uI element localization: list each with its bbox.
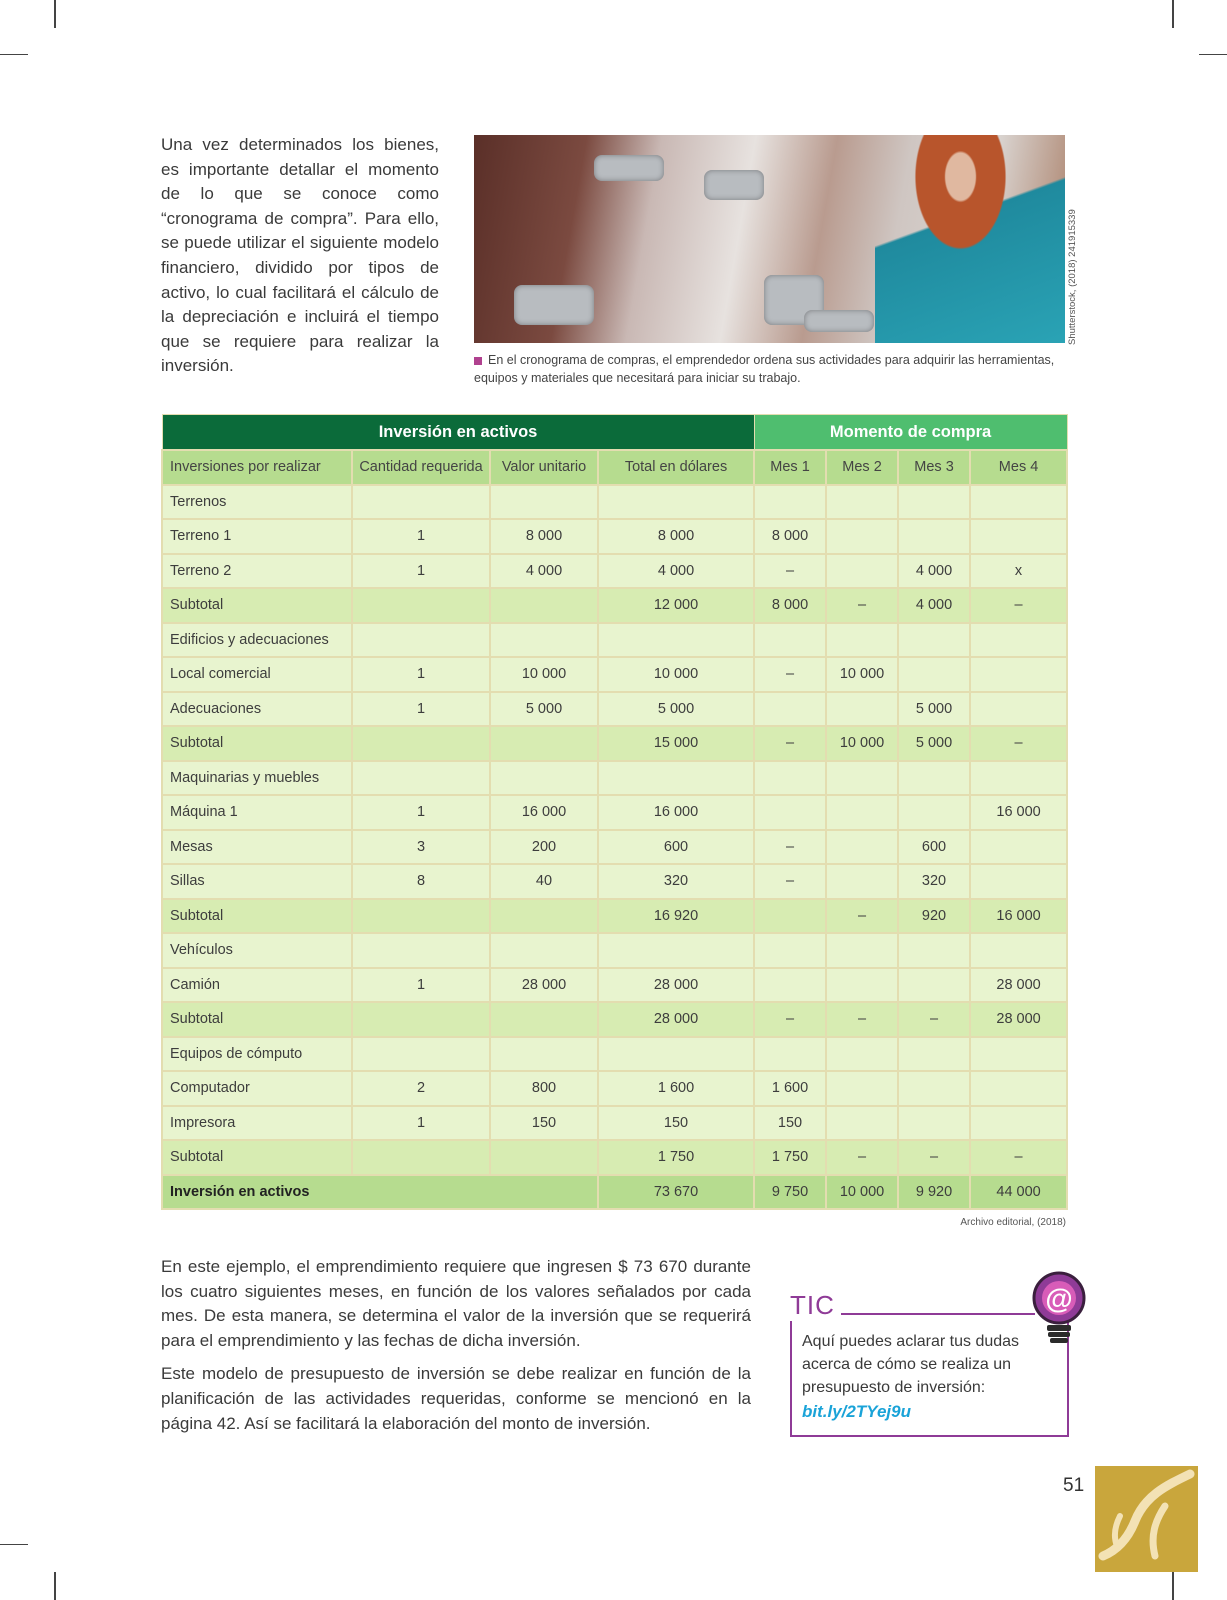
table-cell: – — [826, 899, 898, 934]
crop-mark — [1172, 0, 1174, 28]
body-text — [161, 1255, 751, 1445]
table-cell: Equipos de cómputo — [162, 1037, 352, 1072]
table-cell: Vehículos — [162, 933, 352, 968]
subtotal-row — [162, 899, 1067, 934]
column-header: Total en dólares — [598, 450, 754, 485]
table-cell: Máquina 1 — [162, 795, 352, 830]
table-row — [162, 692, 1067, 727]
column-header: Mes 4 — [970, 450, 1067, 485]
table-cell — [898, 485, 970, 520]
store-photo — [474, 135, 1065, 343]
faucet-shape — [804, 310, 874, 332]
lightbulb-icon — [1030, 1270, 1088, 1348]
table-cell: 1 600 — [754, 1071, 826, 1106]
table-cell: 8 000 — [754, 588, 826, 623]
table-cell: Adecuaciones — [162, 692, 352, 727]
faucet-shape — [514, 285, 594, 325]
table-cell — [826, 968, 898, 1003]
table-cell: Local comercial — [162, 657, 352, 692]
table-cell — [970, 1071, 1067, 1106]
table-cell: x — [970, 554, 1067, 589]
table-row — [162, 830, 1067, 865]
photo-credit: Shutterstock, (2018) 241915339 — [1067, 209, 1078, 345]
table-cell — [826, 1071, 898, 1106]
table-cell: 1 — [352, 657, 490, 692]
table-cell — [754, 623, 826, 658]
table-cell: 28 000 — [970, 1002, 1067, 1037]
body-paragraph: En este ejemplo, el emprendimiento requiere que ingresen $ 73 670 durante los cuatro siguientes meses, en función de los valores señalados por cada mes. De esta manera, se determina el valor de la inversión que se requerirá para el emprendimiento y las fechas de dicha inversión. — [161, 1257, 751, 1350]
table-cell — [826, 519, 898, 554]
table-cell: 10 000 — [826, 726, 898, 761]
table-cell — [826, 554, 898, 589]
table-cell — [970, 519, 1067, 554]
table-cell: 5 000 — [898, 726, 970, 761]
table-cell — [898, 795, 970, 830]
hand-ornament-icon — [1095, 1466, 1198, 1572]
tic-title: TIC — [790, 1290, 841, 1321]
table-row — [162, 623, 1067, 658]
caption-square-icon — [474, 357, 482, 365]
total-cell: 9 920 — [898, 1175, 970, 1210]
table-cell: 4 000 — [598, 554, 754, 589]
table-cell — [754, 761, 826, 796]
table-cell: 8 — [352, 864, 490, 899]
table-cell — [352, 899, 490, 934]
table-cell: 28 000 — [598, 968, 754, 1003]
table-cell: – — [754, 864, 826, 899]
table-cell — [970, 830, 1067, 865]
table-cell: 5 000 — [598, 692, 754, 727]
table-cell: Computador — [162, 1071, 352, 1106]
table-cell: 1 600 — [598, 1071, 754, 1106]
page-number: 51 — [1063, 1475, 1085, 1496]
table-cell: 1 — [352, 1106, 490, 1141]
table-cell: 15 000 — [598, 726, 754, 761]
table-cell: 3 — [352, 830, 490, 865]
table-row — [162, 554, 1067, 589]
total-cell: 10 000 — [826, 1175, 898, 1210]
table-cell — [898, 1037, 970, 1072]
table-row — [162, 795, 1067, 830]
table-cell — [754, 968, 826, 1003]
table-cell: Subtotal — [162, 899, 352, 934]
table-cell: 8 000 — [490, 519, 598, 554]
table-cell: Subtotal — [162, 1002, 352, 1037]
faucet-shape — [594, 155, 664, 181]
table-cell — [598, 623, 754, 658]
crop-mark — [1199, 54, 1227, 55]
table-cell: – — [754, 657, 826, 692]
table-cell — [826, 830, 898, 865]
table-cell: – — [826, 1002, 898, 1037]
table-cell: Terreno 1 — [162, 519, 352, 554]
table-cell — [898, 933, 970, 968]
intro-paragraph: Una vez determinados los bienes, es importante detallar el momento de lo que se conoce como “cronograma de compra”. Para ello, se puede utilizar el siguiente modelo financiero, dividido por tipos de activo, lo cual facilitará el cálculo de la depreciación e incluirá el tiempo que se requiere para realizar la inversión. — [161, 135, 439, 376]
table-cell — [490, 899, 598, 934]
table-cell — [970, 1037, 1067, 1072]
table-cell — [754, 933, 826, 968]
table-cell — [826, 623, 898, 658]
table-cell: Subtotal — [162, 726, 352, 761]
total-row — [162, 1175, 1067, 1210]
table-cell — [970, 623, 1067, 658]
table-cell — [598, 485, 754, 520]
table-cell: 16 000 — [598, 795, 754, 830]
table-cell: 28 000 — [970, 968, 1067, 1003]
table-cell — [754, 1037, 826, 1072]
corner-decoration — [1095, 1466, 1198, 1572]
table-cell — [490, 485, 598, 520]
subtotal-row — [162, 726, 1067, 761]
table-cell — [970, 657, 1067, 692]
table-cell — [970, 761, 1067, 796]
table-cell — [898, 1106, 970, 1141]
table-cell: 1 — [352, 795, 490, 830]
table-cell: Terreno 2 — [162, 554, 352, 589]
table-cell — [754, 795, 826, 830]
table-cell: Camión — [162, 968, 352, 1003]
table-cell — [754, 485, 826, 520]
crop-mark — [1172, 1572, 1174, 1600]
table-cell: 4 000 — [898, 554, 970, 589]
table-cell — [826, 795, 898, 830]
table-cell: – — [898, 1002, 970, 1037]
table-cell: Subtotal — [162, 1140, 352, 1175]
table-cell — [826, 933, 898, 968]
table-cell — [970, 485, 1067, 520]
table-cell: – — [970, 726, 1067, 761]
table-row — [162, 968, 1067, 1003]
total-cell: 73 670 — [598, 1175, 754, 1210]
subtotal-row — [162, 1140, 1067, 1175]
crop-mark — [0, 54, 28, 55]
table-cell: 150 — [490, 1106, 598, 1141]
column-header: Inversiones por realizar — [162, 450, 352, 485]
table-cell — [598, 933, 754, 968]
column-header: Mes 1 — [754, 450, 826, 485]
table-cell — [490, 933, 598, 968]
table-cell: 40 — [490, 864, 598, 899]
table-row — [162, 761, 1067, 796]
table-cell: – — [826, 588, 898, 623]
table-cell — [898, 1071, 970, 1106]
table-cell: – — [754, 830, 826, 865]
table-cell: 920 — [898, 899, 970, 934]
table-cell: – — [898, 1140, 970, 1175]
table-cell: Terrenos — [162, 485, 352, 520]
investment-table — [161, 414, 1068, 1210]
crop-mark — [54, 1572, 56, 1600]
total-cell: 44 000 — [970, 1175, 1067, 1210]
table-cell: 1 750 — [598, 1140, 754, 1175]
woman-figure — [875, 135, 1065, 343]
table-row — [162, 657, 1067, 692]
table-cell — [352, 588, 490, 623]
table-cell: 5 000 — [898, 692, 970, 727]
table-cell: Edificios y adecuaciones — [162, 623, 352, 658]
table-cell: Impresora — [162, 1106, 352, 1141]
table-cell: 1 — [352, 968, 490, 1003]
table-cell — [826, 485, 898, 520]
table-cell: 150 — [754, 1106, 826, 1141]
table-cell: 320 — [598, 864, 754, 899]
table-cell — [898, 968, 970, 1003]
group-header-purchase-time: Momento de compra — [754, 415, 1067, 451]
crop-mark — [54, 0, 56, 28]
tic-text: Aquí puedes aclarar tus dudas acerca de cómo se realiza un presupuesto de inversión: — [802, 1333, 1020, 1396]
table-cell: 28 000 — [490, 968, 598, 1003]
table-row — [162, 933, 1067, 968]
table-cell — [970, 1106, 1067, 1141]
table-cell: Sillas — [162, 864, 352, 899]
table-cell: – — [970, 1140, 1067, 1175]
table-cell — [754, 692, 826, 727]
table-cell — [826, 1106, 898, 1141]
table-cell — [490, 623, 598, 658]
subtotal-row — [162, 588, 1067, 623]
table-cell — [490, 588, 598, 623]
table-cell: 2 — [352, 1071, 490, 1106]
table-cell: Subtotal — [162, 588, 352, 623]
table-cell: 200 — [490, 830, 598, 865]
table-source: Archivo editorial, (2018) — [960, 1217, 1066, 1228]
column-header: Mes 3 — [898, 450, 970, 485]
table-cell: 1 — [352, 692, 490, 727]
table-row — [162, 1037, 1067, 1072]
table-cell: 5 000 — [490, 692, 598, 727]
table-cell: 1 750 — [754, 1140, 826, 1175]
table-cell: 4 000 — [490, 554, 598, 589]
total-cell: 9 750 — [754, 1175, 826, 1210]
table-cell: 10 000 — [826, 657, 898, 692]
table-cell: 8 000 — [754, 519, 826, 554]
table-cell — [490, 1002, 598, 1037]
table-cell — [898, 657, 970, 692]
table-cell: – — [970, 588, 1067, 623]
table-cell — [826, 1037, 898, 1072]
table-cell — [490, 1037, 598, 1072]
table-cell — [898, 623, 970, 658]
table-cell: 16 920 — [598, 899, 754, 934]
table-cell: 10 000 — [598, 657, 754, 692]
table-cell — [826, 761, 898, 796]
table-cell: 28 000 — [598, 1002, 754, 1037]
table-cell — [970, 864, 1067, 899]
subtotal-row — [162, 1002, 1067, 1037]
table-cell: 320 — [898, 864, 970, 899]
table-cell — [490, 761, 598, 796]
faucet-shape — [704, 170, 764, 200]
table-cell: – — [754, 1002, 826, 1037]
table-row — [162, 485, 1067, 520]
table-cell — [826, 864, 898, 899]
table-cell: – — [754, 554, 826, 589]
table-cell — [826, 692, 898, 727]
table-cell — [970, 933, 1067, 968]
table-cell: 1 — [352, 519, 490, 554]
table-cell — [598, 1037, 754, 1072]
table-row — [162, 1106, 1067, 1141]
caption-text: En el cronograma de compras, el emprendedor ordena sus actividades para adquirir las herramientas, equipos y materiales que necesitará para iniciar su trabajo. — [474, 353, 1055, 385]
table-cell: Mesas — [162, 830, 352, 865]
table-cell — [352, 761, 490, 796]
table-cell — [352, 1002, 490, 1037]
table-cell: 16 000 — [970, 795, 1067, 830]
table-row — [162, 864, 1067, 899]
tic-link[interactable]: bit.ly/2TYej9u — [802, 1402, 911, 1421]
column-header: Valor unitario — [490, 450, 598, 485]
table-cell: 16 000 — [490, 795, 598, 830]
table-cell: 600 — [898, 830, 970, 865]
table-cell: 4 000 — [898, 588, 970, 623]
table-cell: – — [754, 726, 826, 761]
table-cell — [352, 726, 490, 761]
table-cell: 150 — [598, 1106, 754, 1141]
table-cell — [970, 692, 1067, 727]
table-cell: 16 000 — [970, 899, 1067, 934]
table-cell: 600 — [598, 830, 754, 865]
table-cell: 8 000 — [598, 519, 754, 554]
table-cell — [352, 933, 490, 968]
table-cell — [598, 761, 754, 796]
photo-caption — [474, 352, 1064, 387]
crop-mark — [0, 1544, 28, 1545]
table-cell: Maquinarias y muebles — [162, 761, 352, 796]
table-row — [162, 519, 1067, 554]
table-cell — [352, 1037, 490, 1072]
table-cell — [352, 623, 490, 658]
table-cell — [352, 1140, 490, 1175]
table-cell — [898, 519, 970, 554]
table-cell — [490, 726, 598, 761]
total-label: Inversión en activos — [162, 1175, 598, 1210]
table-cell: 800 — [490, 1071, 598, 1106]
table-cell: 1 — [352, 554, 490, 589]
table-row — [162, 1071, 1067, 1106]
at-symbol: @ — [1045, 1283, 1073, 1314]
column-header: Mes 2 — [826, 450, 898, 485]
group-header-investment: Inversión en activos — [162, 415, 754, 451]
tic-divider — [835, 1313, 1035, 1315]
table-cell: 12 000 — [598, 588, 754, 623]
column-header: Cantidad requerida — [352, 450, 490, 485]
table-cell — [352, 485, 490, 520]
body-paragraph: Este modelo de presupuesto de inversión se debe realizar en función de la planificación de las actividades requeridas, conforme se mencionó en la página 42. Así se facilitará la elaboración del monto de inversión. — [161, 1364, 751, 1433]
table-cell: 10 000 — [490, 657, 598, 692]
table-cell — [754, 899, 826, 934]
table-cell: – — [826, 1140, 898, 1175]
table-cell — [898, 761, 970, 796]
table-cell — [490, 1140, 598, 1175]
